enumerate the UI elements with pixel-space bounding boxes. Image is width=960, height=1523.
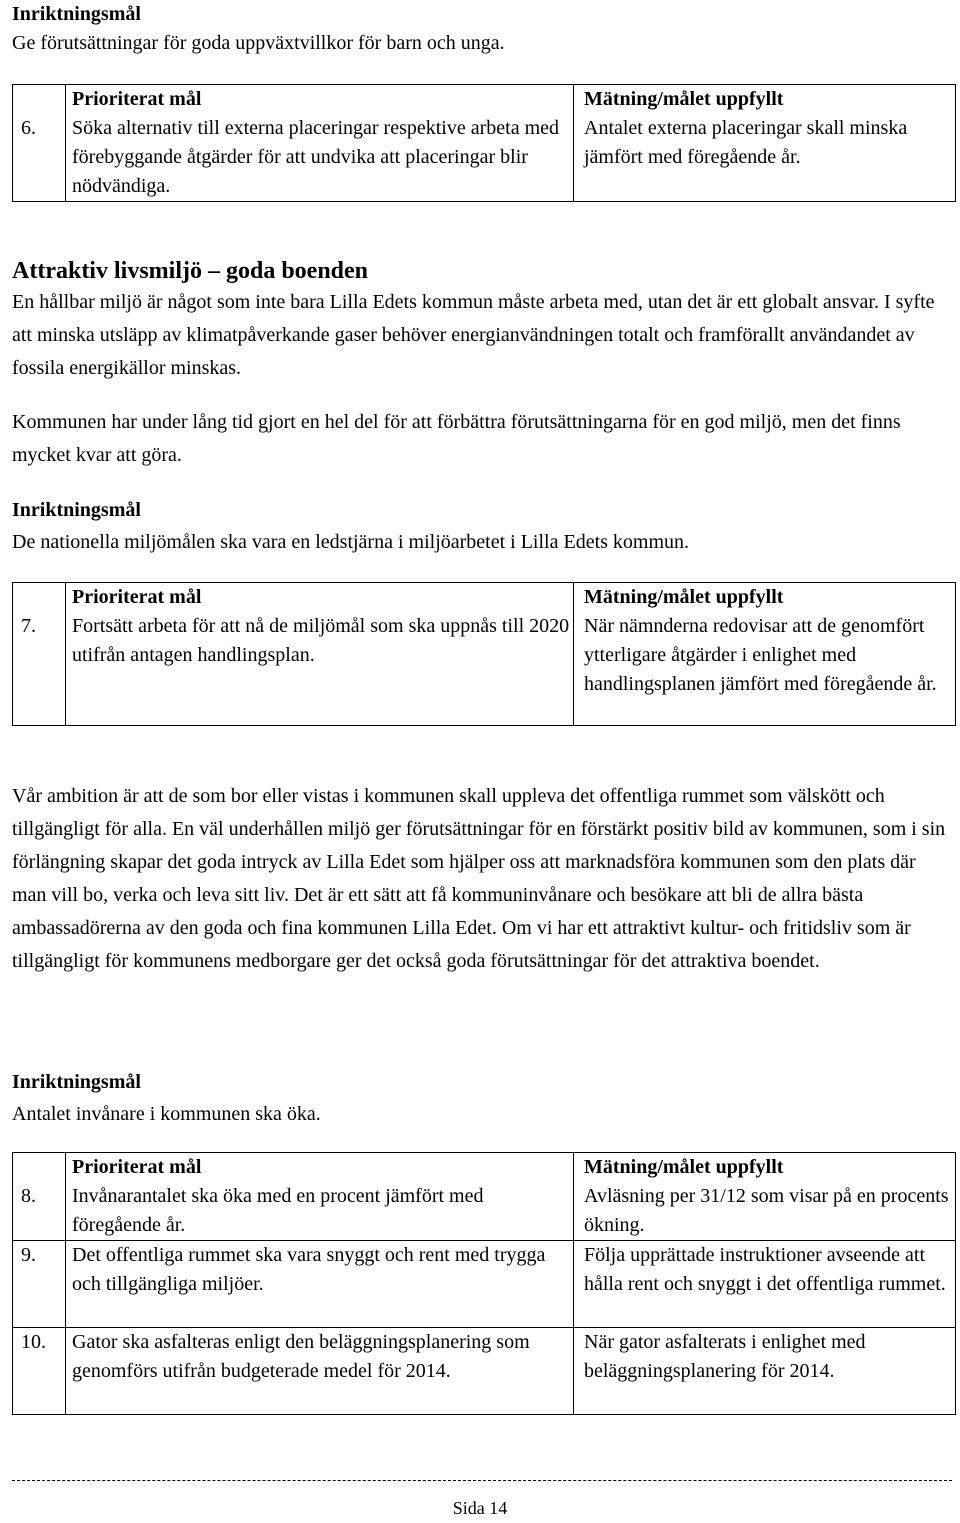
goals-table-2: [12, 582, 956, 726]
measure-cell: [574, 85, 956, 202]
goal-text: Invånarantalet ska öka med en procent jämfört med föregående år.: [72, 1185, 484, 1236]
measure-text: Antalet externa placeringar skall minska jämfört med föregående år.: [584, 117, 908, 168]
measure-cell: [574, 1241, 956, 1328]
column-header-goal: Prioriterat mål: [72, 88, 202, 110]
footer-divider: [12, 1480, 952, 1481]
row-number: 10.: [21, 1331, 46, 1353]
measure-cell: [574, 1328, 956, 1415]
goal-text: Gator ska asfalteras enligt den beläggningsplanering som genomförs utifrån budgeterade medel för 2014.: [72, 1331, 530, 1382]
section-2: [12, 256, 952, 385]
goal-cell: [66, 1328, 574, 1415]
section-3b: [12, 1066, 952, 1130]
goal-cell: [66, 85, 574, 202]
row-number-cell: [13, 85, 66, 202]
row-number: 9.: [21, 1244, 36, 1266]
row-number-cell: [13, 1153, 66, 1241]
column-header-measure: Mätning/målet uppfyllt: [584, 1156, 784, 1178]
goals-table-1: [12, 84, 956, 202]
measure-text: Följa upprättade instruktioner avseende att hålla rent och snyggt i det offentliga rummet.: [584, 1244, 946, 1295]
section-2-paragraph-2: Kommunen har under lång tid gjort en hel del för att förbättra förutsättningarna för en god miljö, men det finns mycket kvar att göra.: [12, 411, 901, 466]
section-1: [12, 0, 952, 58]
table-row: [13, 1153, 956, 1241]
section-3-heading: Inriktningsmål: [12, 1071, 141, 1093]
measure-cell: [574, 583, 956, 726]
column-header-goal: Prioriterat mål: [72, 1156, 202, 1178]
row-number: 6.: [21, 117, 36, 139]
row-number: 7.: [21, 615, 36, 637]
row-number-cell: [13, 1241, 66, 1328]
measure-cell: [574, 1153, 956, 1241]
section-2b: [12, 406, 952, 472]
goal-cell: [66, 583, 574, 726]
measure-text: Avläsning per 31/12 som visar på en procents ökning.: [584, 1185, 949, 1236]
goal-cell: [66, 1153, 574, 1241]
measure-text: När gator asfalterats i enlighet med beläggningsplanering för 2014.: [584, 1331, 866, 1382]
column-header-measure: Mätning/målet uppfyllt: [584, 586, 784, 608]
table-row: [13, 583, 956, 726]
table-row: [13, 85, 956, 202]
table-1-wrapper: [12, 84, 952, 202]
column-header-goal: Prioriterat mål: [72, 586, 202, 608]
row-number: 8.: [21, 1185, 36, 1207]
goals-table-3: [12, 1152, 956, 1415]
section-2-heading: Inriktningsmål: [12, 499, 141, 521]
page-number: Sida 14: [452, 1498, 508, 1518]
table-row: [13, 1328, 956, 1415]
table-3-wrapper: [12, 1152, 952, 1415]
section-3-paragraph-1: Vår ambition är att de som bor eller vistas i kommunen skall uppleva det offentliga rummet som välskött och tillgängligt för alla. En väl underhållen miljö ger förutsättningar för en förstärkt positiv bild av kommunen, som i sin förlängning skapar det goda intryck av Lilla Edet som hjälper oss att marknadsföra kommunen som den plats där man vill bo, verka och leva sitt liv. Det är ett sätt att få kommuninvånare och besökare att bli de allra bästa ambassadörerna av den goda och fina kommunen Lilla Edet. Om vi har ett attraktivt kultur- och fritidsliv som är tillgängligt för kommunens medborgare ger det också goda förutsättningar för det attraktiva boendet.: [12, 785, 946, 972]
goal-text: Fortsätt arbeta för att nå de miljömål som ska uppnås till 2020 utifrån antagen handlingsplan.: [72, 615, 570, 666]
measure-text: När nämnderna redovisar att de genomfört ytterligare åtgärder i enlighet med handlingsplanen jämfört med föregående år.: [584, 615, 937, 695]
section-1-heading: Inriktningsmål: [12, 3, 141, 25]
section-3-text: Antalet invånare i kommunen ska öka.: [12, 1103, 321, 1125]
section-2-paragraph-1: En hållbar miljö är något som inte bara Lilla Edets kommun måste arbeta med, utan det är ett globalt ansvar. I syfte att minska utsläpp av klimatpåverkande gaser behöver energianvändningen totalt och framförallt användandet av fossila energikällor minskas.: [12, 291, 935, 379]
section-2c: [12, 494, 952, 558]
goal-cell: [66, 1241, 574, 1328]
section-2-text: De nationella miljömålen ska vara en ledstjärna i miljöarbetet i Lilla Edets kommun.: [12, 531, 690, 553]
goal-text: Söka alternativ till externa placeringar respektive arbeta med förebyggande åtgärder för att undvika att placeringar blir nödvändiga.: [72, 117, 560, 197]
goal-text: Det offentliga rummet ska vara snyggt och rent med trygga och tillgängliga miljöer.: [72, 1244, 546, 1295]
table-row: [13, 1241, 956, 1328]
row-number-cell: [13, 583, 66, 726]
section-3: [12, 780, 952, 978]
row-number-cell: [13, 1328, 66, 1415]
table-2-wrapper: [12, 582, 952, 726]
section-1-text: Ge förutsättningar för goda uppväxtvillkor för barn och unga.: [12, 32, 505, 54]
section-2-title: Attraktiv livsmiljö – goda boenden: [12, 258, 369, 284]
column-header-measure: Mätning/målet uppfyllt: [584, 88, 784, 110]
